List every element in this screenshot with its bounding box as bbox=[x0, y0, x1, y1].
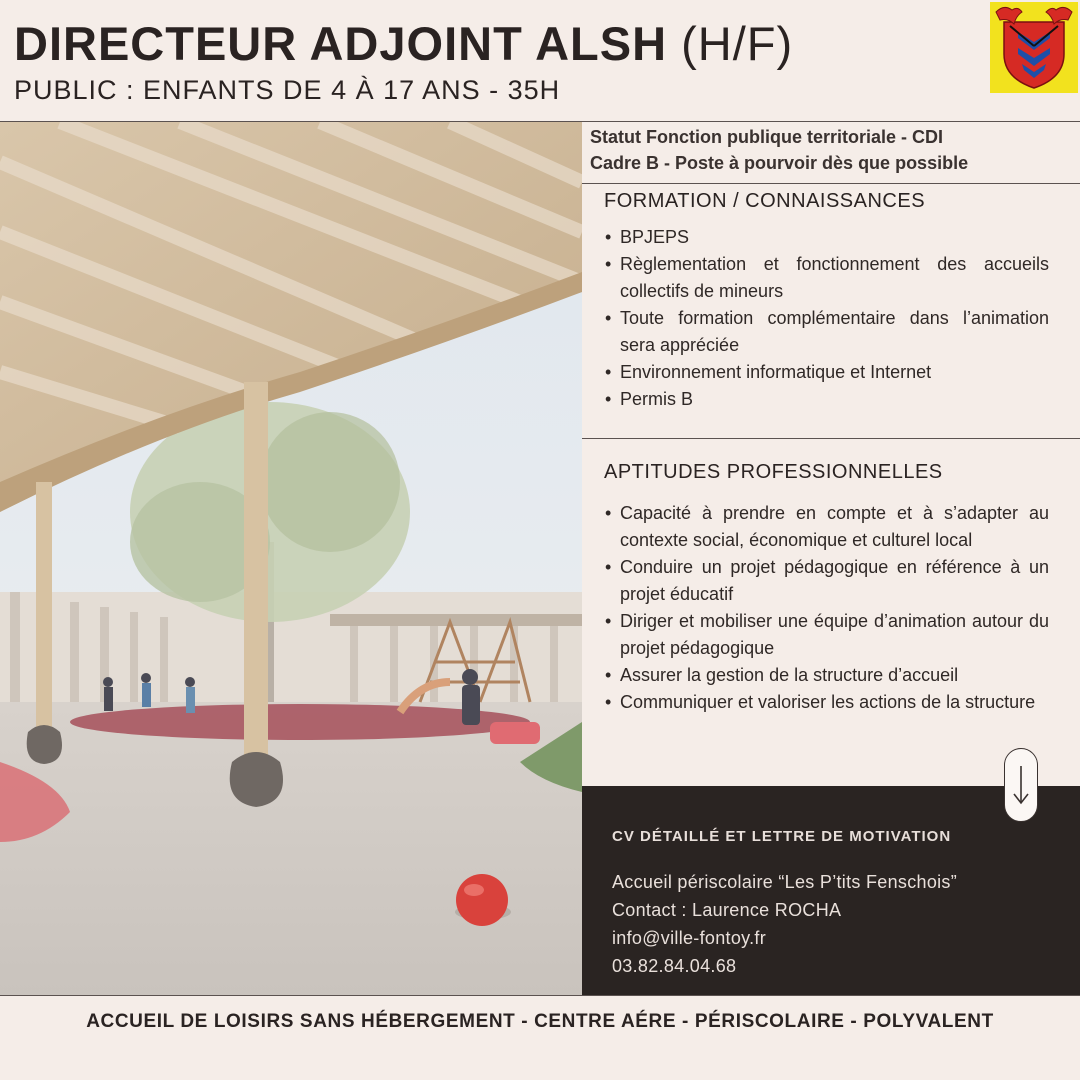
contact-info bbox=[612, 868, 957, 980]
contact-name: Contact : Laurence ROCHA bbox=[612, 900, 842, 920]
footer-tagline: ACCUEIL DE LOISIRS SANS HÉBERGEMENT - CENTRE AÉRE - PÉRISCOLAIRE - POLYVALENT bbox=[86, 1011, 994, 1032]
formation-list bbox=[604, 224, 1049, 413]
job-status-line-2: Cadre B - Poste à pourvoir dès que possible bbox=[590, 153, 969, 173]
page-subtitle: PUBLIC : ENFANTS DE 4 À 17 ANS - 35H bbox=[14, 75, 561, 105]
application-title: CV DÉTAILLÉ ET LETTRE DE MOTIVATION bbox=[612, 828, 952, 845]
aptitudes-title: APTITUDES PROFESSIONNELLES bbox=[604, 461, 943, 483]
list-item: • BPJEPS bbox=[604, 224, 1049, 251]
list-item: • Communiquer et valoriser les actions de la structure bbox=[604, 689, 1049, 716]
page-title-main: DIRECTEUR ADJOINT ALSH bbox=[14, 17, 668, 70]
formation-divider bbox=[582, 438, 1080, 439]
list-item: • Toute formation complémentaire dans l’animation sera appréciée bbox=[604, 305, 1049, 359]
contact-phone[interactable]: 03.82.84.04.68 bbox=[612, 956, 737, 976]
list-item: • Environnement informatique et Internet bbox=[604, 359, 1049, 386]
aptitudes-list bbox=[604, 500, 1049, 716]
formation-title: FORMATION / CONNAISSANCES bbox=[604, 190, 926, 212]
job-status bbox=[590, 124, 968, 176]
page-title bbox=[14, 14, 793, 74]
contact-email[interactable]: info@ville-fontoy.fr bbox=[612, 928, 766, 948]
arrow-down-icon bbox=[1011, 762, 1031, 808]
footer-divider bbox=[0, 995, 1080, 996]
scroll-down-button[interactable] bbox=[1004, 748, 1038, 822]
list-item: • Capacité à prendre en compte et à s’adapter au contexte social, économique et culturel local bbox=[604, 500, 1049, 554]
job-status-line-1: Statut Fonction publique territoriale - CDI bbox=[590, 127, 943, 147]
list-item: • Assurer la gestion de la structure d’accueil bbox=[604, 662, 1049, 689]
list-item: • Conduire un projet pédagogique en référence à un projet éducatif bbox=[604, 554, 1049, 608]
list-item: • Diriger et mobiliser une équipe d’animation autour du projet pédagogique bbox=[604, 608, 1049, 662]
building-illustration bbox=[0, 122, 582, 995]
contact-structure: Accueil périscolaire “Les P’tits Fenschois” bbox=[612, 872, 958, 892]
list-item: • Permis B bbox=[604, 386, 1049, 413]
list-item: • Règlementation et fonctionnement des accueils collectifs de mineurs bbox=[604, 251, 1049, 305]
page-title-suffix: (H/F) bbox=[667, 17, 794, 70]
status-divider bbox=[582, 183, 1080, 184]
coat-of-arms-icon bbox=[990, 2, 1078, 93]
